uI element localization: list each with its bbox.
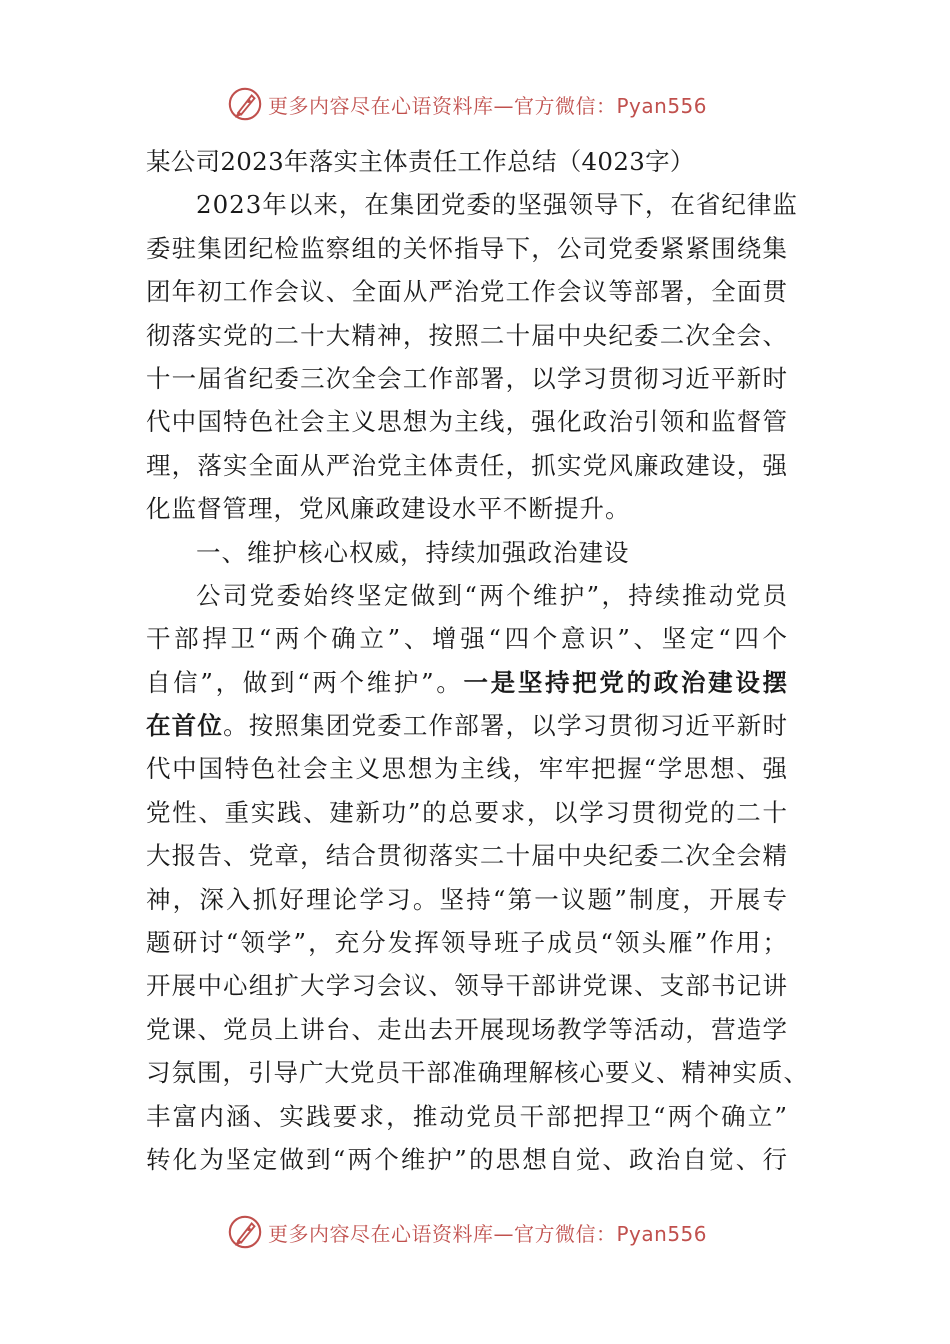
paragraph-line: 理，落实全面从严治党主体责任，抓实党风廉政建设，强 (146, 450, 788, 480)
paragraph-line: 化监督管理，党风廉政建设水平不断提升。 (146, 494, 631, 524)
paragraph-line: 2023年以来，在集团党委的坚强领导下，在省纪律监 (196, 190, 798, 220)
paragraph-line: 公司党委始终坚定做到“两个维护”，持续推动党员 (196, 580, 788, 610)
paragraph-line: 习氛围，引导广大党员干部准确理解核心要义、精神实质、 (146, 1058, 809, 1088)
watermark-footer (226, 1210, 707, 1254)
paragraph-line: 十一届省纪委三次全会工作部署，以学习贯彻习近平新时 (146, 363, 788, 393)
paragraph-line: 彻落实党的二十大精神，按照二十届中央纪委二次全会、 (146, 320, 788, 350)
paragraph-line: 党性、重实践、建新功”的总要求，以学习贯彻党的二十 (146, 797, 788, 827)
paragraph-line: 转化为坚定做到“两个维护”的思想自觉、政治自觉、行 (146, 1144, 788, 1174)
watermark-header (226, 82, 707, 126)
paragraph-line: 题研讨“领学”，充分发挥领导班子成员“领头雁”作用； (146, 928, 788, 958)
paragraph-line: 丰富内涵、实践要求，推动党员干部把捍卫“两个确立” (146, 1101, 788, 1131)
paragraph-line: 神，深入抓好理论学习。坚持“第一议题”制度，开展专 (146, 884, 788, 914)
paragraph-text: 自信”，做到“两个维护”。 (146, 667, 464, 697)
bold-key-point: 在首位 (146, 711, 224, 741)
paragraph-line: 开展中心组扩大学习会议、领导干部讲党课、支部书记讲 (146, 971, 788, 1001)
paragraph-text: 。按照集团党委工作部署，以学习贯彻习近平新时 (223, 711, 788, 741)
bold-key-point: 一是坚持把党的政治建设摆 (463, 667, 789, 697)
watermark-text: 更多内容尽在心语资料库—官方微信：Pyan556 (268, 93, 708, 118)
paragraph-line: 委驻集团纪检监察组的关怀指导下，公司党委紧紧围绕集 (146, 233, 788, 263)
paragraph-line: 代中国特色社会主义思想为主线，牢牢把握“学思想、强 (146, 754, 788, 784)
watermark-text: 更多内容尽在心语资料库—官方微信：Pyan556 (268, 1221, 708, 1246)
document-title: 某公司2023年落实主体责任工作总结（4023字） (146, 147, 695, 176)
paragraph-line: 党课、党员上讲台、走出去开展现场教学等活动，营造学 (146, 1014, 788, 1044)
paragraph-line (146, 704, 788, 747)
document-body (146, 140, 809, 1181)
paragraph-line: 大报告、党章，结合贯彻落实二十届中央纪委二次全会精 (146, 841, 788, 871)
paragraph-line (146, 661, 788, 704)
pen-nib-logo-icon (226, 85, 264, 123)
paragraph-line: 代中国特色社会主义思想为主线，强化政治引领和监督管 (146, 407, 788, 437)
pen-nib-logo-icon (226, 1213, 264, 1251)
section-heading: 一、维护核心权威，持续加强政治建设 (196, 537, 630, 567)
paragraph-line: 团年初工作会议、全面从严治党工作会议等部署，全面贯 (146, 277, 788, 307)
paragraph-line: 干部捍卫“两个确立”、增强“四个意识”、坚定“四个 (146, 624, 788, 654)
